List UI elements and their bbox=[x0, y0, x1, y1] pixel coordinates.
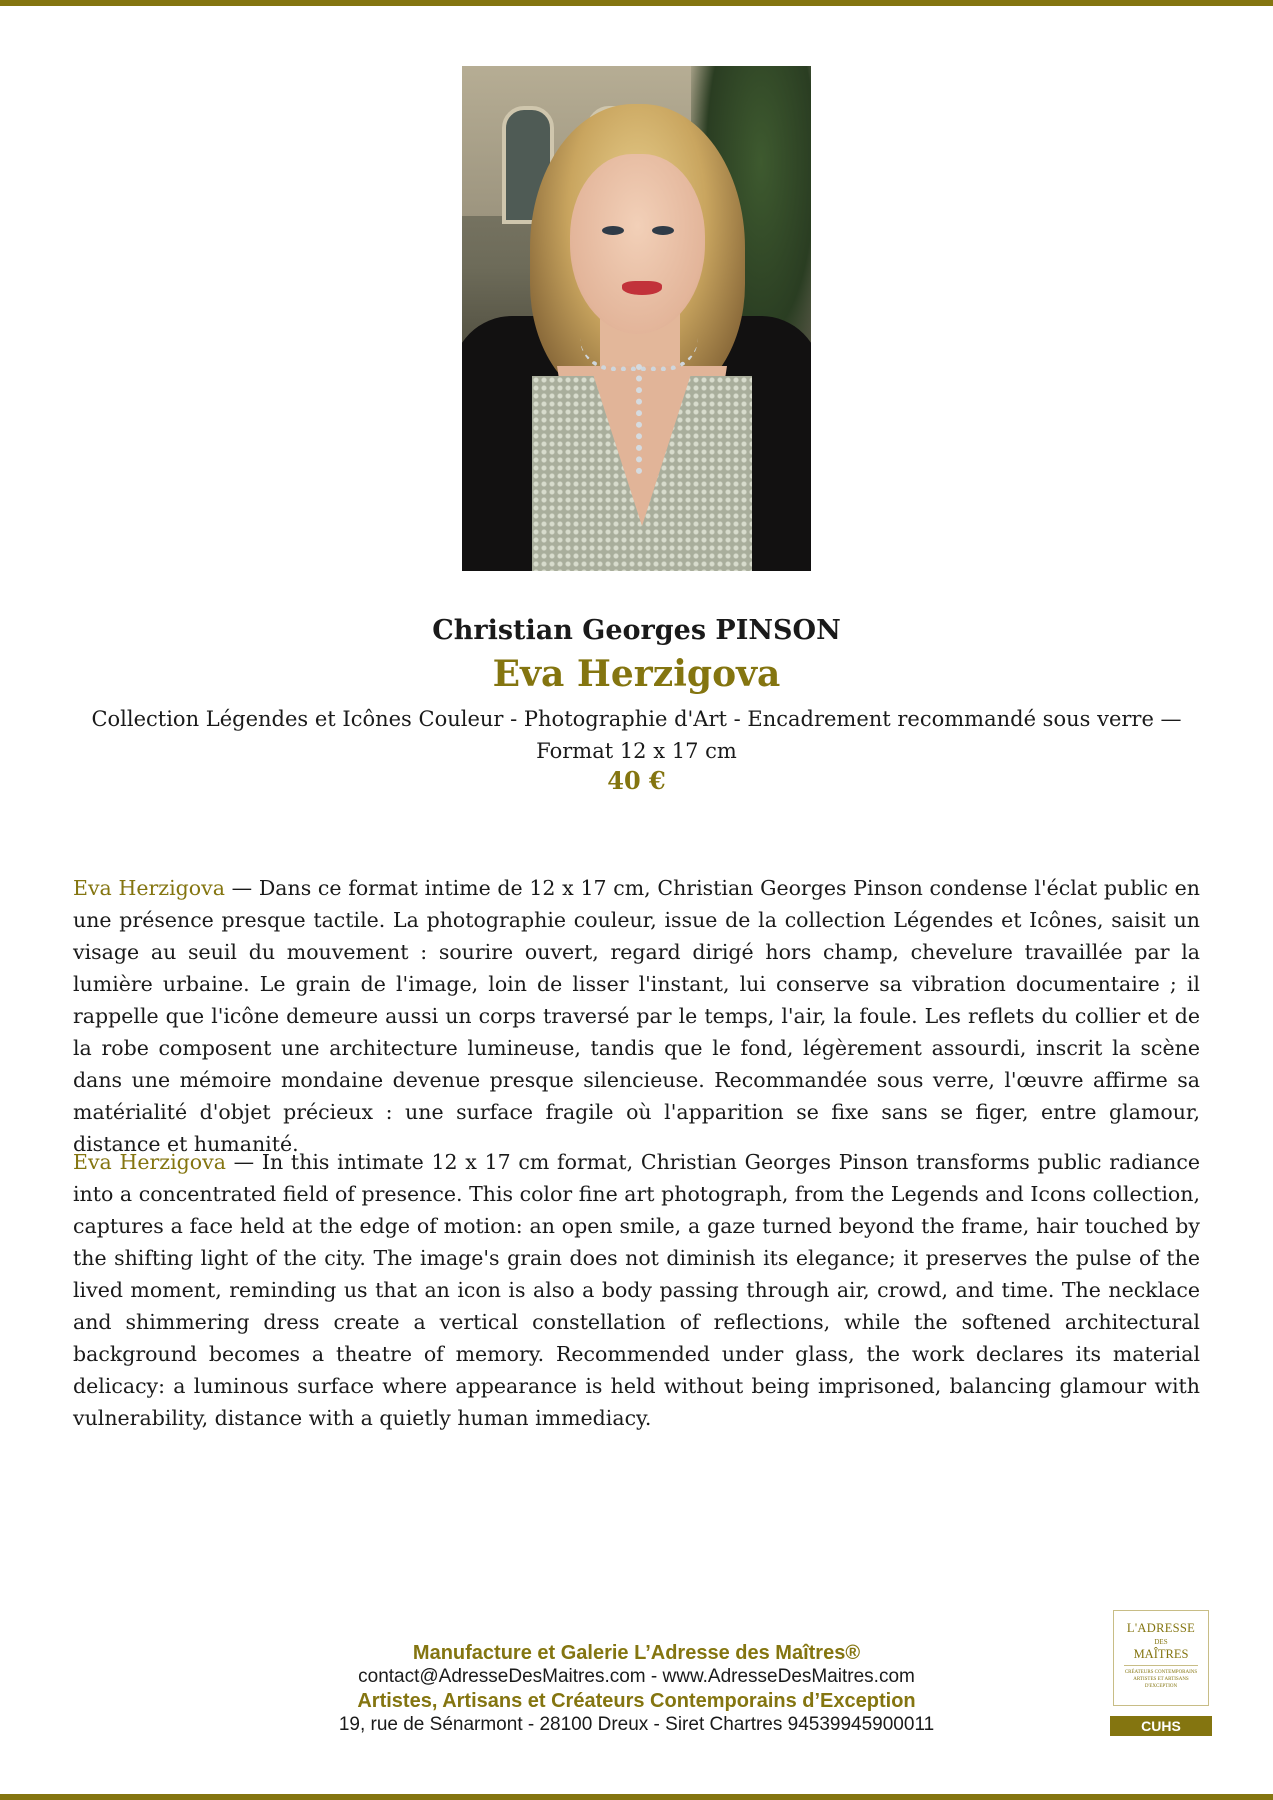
logo-separator bbox=[1124, 1665, 1198, 1666]
artist-name: Christian Georges PINSON bbox=[432, 615, 841, 646]
bottom-border-rule bbox=[0, 1794, 1273, 1800]
description-english-lead: Eva Herzigova bbox=[73, 1150, 226, 1174]
photo-eye-left bbox=[602, 226, 624, 235]
logo-line-3: MAÎTRES bbox=[1133, 1647, 1189, 1661]
description-french-lead: Eva Herzigova bbox=[73, 876, 225, 900]
footer-address: 19, rue de Sénarmont - 28100 Dreux - Siret Chartres 94539945900011 bbox=[338, 1714, 935, 1735]
footer-contact: contact@AdresseDesMaitres.com - www.AdresseDesMaitres.com bbox=[358, 1666, 915, 1687]
photo-necklace-pendant bbox=[636, 364, 648, 474]
photo-eye-right bbox=[652, 226, 674, 235]
photo-face bbox=[570, 154, 705, 334]
artwork-title: Eva Herzigova bbox=[492, 653, 781, 695]
description-french bbox=[73, 872, 1200, 1160]
artwork-subtitle: Collection Légendes et Icônes Couleur - Photographie d'Art - Encadrement recommandé sous verre — Format 12 x 17 cm bbox=[91, 707, 1182, 763]
cuhs-badge: CUHS bbox=[1110, 1716, 1212, 1736]
footer-gallery-name: Manufacture et Galerie L’Adresse des Maîtres® bbox=[412, 1642, 861, 1664]
logo-line-4: CRÉATEURS CONTEMPORAINS ARTISTES ET ARTISANS D'EXCEPTION bbox=[1124, 1670, 1198, 1689]
gallery-logo bbox=[1113, 1610, 1209, 1706]
portrait-photo bbox=[462, 66, 811, 571]
logo-line-2: DES bbox=[1154, 1638, 1168, 1646]
photo-lips bbox=[622, 281, 662, 295]
logo-line-1: L'ADRESSE bbox=[1126, 1621, 1196, 1635]
description-french-body: — Dans ce format intime de 12 x 17 cm, Christian Georges Pinson condense l'éclat public en une présence presque tactile. La photographie couleur, issue de la collection Légendes et Icônes, saisit un visage au seuil du mouvement : sourire ouvert, regard dirigé hors champ, chevelure travaillée par la lumière urbaine. Le grain de l'image, loin de lisser l'instant, lui conserve sa vibration documentaire ; il rappelle que l'icône demeure aussi un corps traversé par le temps, l'air, la foule. Les reflets du collier et de la robe composent une architecture lumineuse, tandis que le fond, légèrement assourdi, inscrit la scène dans une mémoire mondaine devenue presque silencieuse. Recommandée sous verre, l'œuvre affirme sa matérialité d'objet précieux : une surface fragile où l'apparition se fixe sans se figer, entre glamour, distance et humanité. bbox=[73, 876, 1201, 1156]
description-english bbox=[73, 1146, 1200, 1434]
description-english-body: — In this intimate 12 x 17 cm format, Christian Georges Pinson transforms public radiance into a concentrated field of presence. This color fine art photograph, from the Legends and Icons collection, captures a face held at the edge of motion: an open smile, a gaze turned beyond the frame, hair touched by the shifting light of the city. The image's grain does not diminish its elegance; it preserves the pulse of the lived moment, reminding us that an icon is also a body passing through air, crowd, and time. The necklace and shimmering dress create a vertical constellation of reflections, while the softened architectural background becomes a theatre of memory. Recommended under glass, the work declares its material delicacy: a luminous surface where appearance is held without being imprisoned, balancing glamour with vulnerability, distance with a quietly human immediacy. bbox=[73, 1150, 1200, 1430]
top-border-rule bbox=[0, 0, 1273, 6]
artwork-price: 40 € bbox=[607, 766, 666, 795]
footer-tagline: Artistes, Artisans et Créateurs Contemporains d’Exception bbox=[357, 1690, 916, 1712]
gallery-footer bbox=[0, 1641, 1273, 1737]
